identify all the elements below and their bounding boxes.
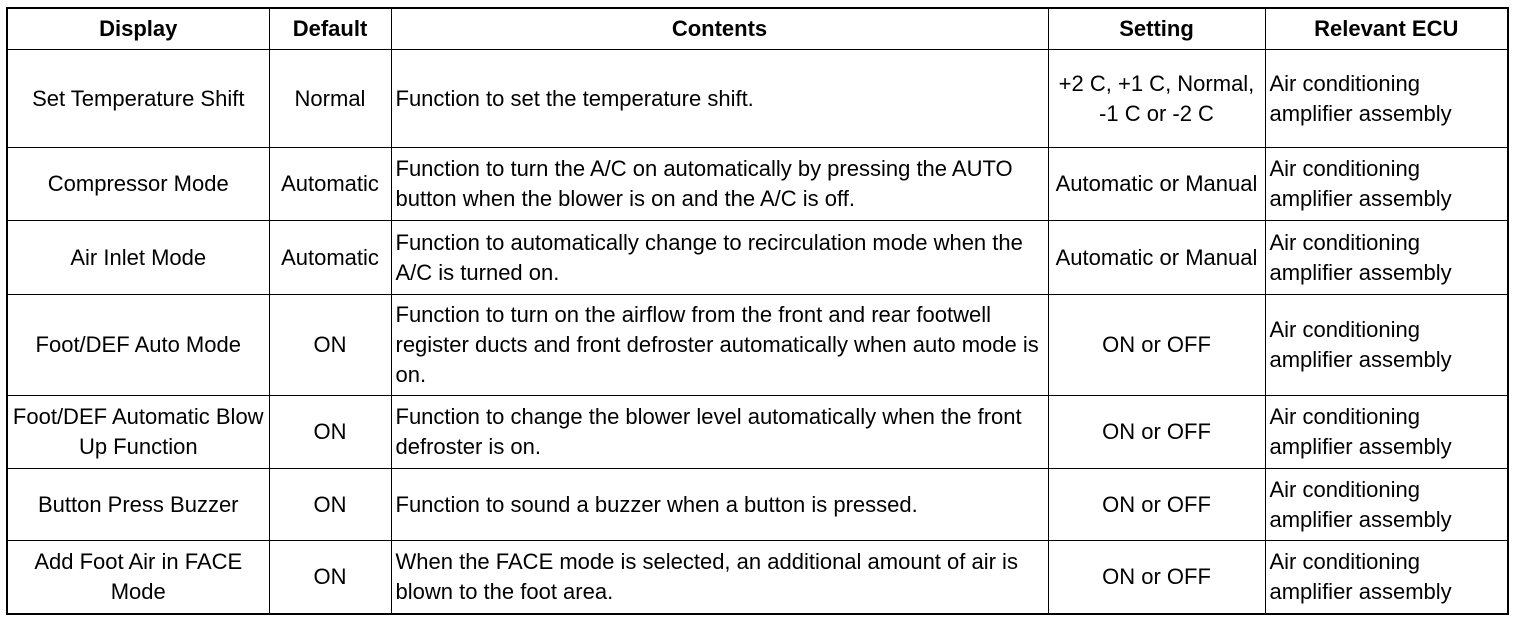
cell-default: Normal xyxy=(269,50,391,148)
cell-relevant-ecu: Air conditioning amplifier assembly xyxy=(1265,294,1508,395)
cell-relevant-ecu: Air conditioning amplifier assembly xyxy=(1265,469,1508,541)
cell-setting: Automatic or Manual xyxy=(1048,148,1265,221)
cell-setting: ON or OFF xyxy=(1048,294,1265,395)
cell-relevant-ecu: Air conditioning amplifier assembly xyxy=(1265,148,1508,221)
table-row xyxy=(7,50,1508,148)
header-setting: Setting xyxy=(1048,8,1265,50)
cell-setting: Automatic or Manual xyxy=(1048,221,1265,294)
header-default: Default xyxy=(269,8,391,50)
table-row xyxy=(7,469,1508,541)
table-row xyxy=(7,541,1508,614)
cell-relevant-ecu: Air conditioning amplifier assembly xyxy=(1265,221,1508,294)
cell-default: ON xyxy=(269,541,391,614)
cell-default: ON xyxy=(269,294,391,395)
header-contents: Contents xyxy=(391,8,1048,50)
cell-display: Set Temperature Shift xyxy=(7,50,269,148)
cell-contents: Function to change the blower level automatically when the front defroster is on. xyxy=(391,395,1048,468)
table-row xyxy=(7,148,1508,221)
header-display: Display xyxy=(7,8,269,50)
cell-display: Button Press Buzzer xyxy=(7,469,269,541)
header-relevant-ecu: Relevant ECU xyxy=(1265,8,1508,50)
cell-contents: Function to turn the A/C on automatically by pressing the AUTO button when the blower is on and the A/C is off. xyxy=(391,148,1048,221)
cell-display: Foot/DEF Automatic Blow Up Function xyxy=(7,395,269,468)
table-row xyxy=(7,294,1508,395)
customize-settings-table xyxy=(6,7,1509,615)
cell-contents: Function to turn on the airflow from the front and rear footwell register ducts and front defroster automatically when auto mode is on. xyxy=(391,294,1048,395)
table-row xyxy=(7,395,1508,468)
cell-setting: ON or OFF xyxy=(1048,395,1265,468)
cell-setting: +2 C, +1 C, Normal, -1 C or -2 C xyxy=(1048,50,1265,148)
cell-setting: ON or OFF xyxy=(1048,541,1265,614)
cell-display: Compressor Mode xyxy=(7,148,269,221)
cell-default: Automatic xyxy=(269,148,391,221)
cell-setting: ON or OFF xyxy=(1048,469,1265,541)
cell-relevant-ecu: Air conditioning amplifier assembly xyxy=(1265,395,1508,468)
cell-contents: Function to sound a buzzer when a button is pressed. xyxy=(391,469,1048,541)
cell-default: ON xyxy=(269,469,391,541)
cell-default: Automatic xyxy=(269,221,391,294)
header-row xyxy=(7,8,1508,50)
cell-contents: Function to set the temperature shift. xyxy=(391,50,1048,148)
cell-contents: Function to automatically change to recirculation mode when the A/C is turned on. xyxy=(391,221,1048,294)
cell-default: ON xyxy=(269,395,391,468)
cell-contents: When the FACE mode is selected, an additional amount of air is blown to the foot area. xyxy=(391,541,1048,614)
cell-display: Add Foot Air in FACE Mode xyxy=(7,541,269,614)
cell-relevant-ecu: Air conditioning amplifier assembly xyxy=(1265,541,1508,614)
table-row xyxy=(7,221,1508,294)
cell-display: Foot/DEF Auto Mode xyxy=(7,294,269,395)
cell-display: Air Inlet Mode xyxy=(7,221,269,294)
cell-relevant-ecu: Air conditioning amplifier assembly xyxy=(1265,50,1508,148)
